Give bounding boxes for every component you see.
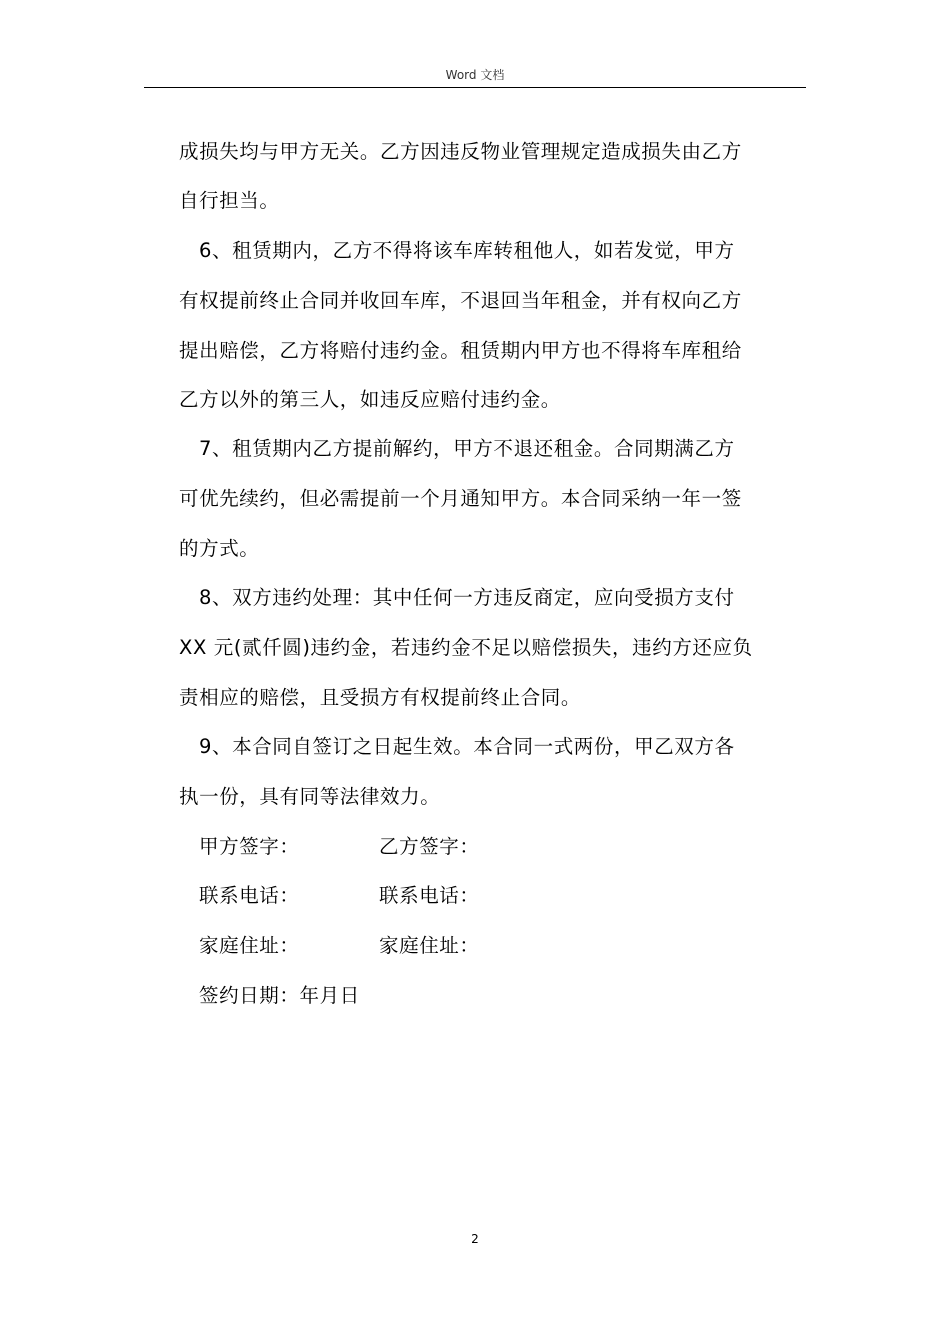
paragraph-line: 成损失均与甲方无关。乙方因违反物业管理规定造成损失由乙方 (179, 140, 742, 163)
party-a-phone-label: 联系电话： (199, 884, 300, 907)
paragraph-line: 9、本合同自签订之日起生效。本合同一式两份，甲乙双方各 (199, 735, 735, 758)
paragraph-line: 执一份，具有同等法律效力。 (179, 785, 441, 808)
header-divider (144, 87, 806, 88)
paragraph-line: 责相应的赔偿，且受损方有权提前终止合同。 (179, 686, 582, 709)
party-a-sign-label: 甲方签字： (199, 835, 300, 858)
paragraph-line: XX 元(贰仟圆)违约金，若违约金不足以赔偿损失，违约方还应负 (179, 636, 753, 659)
paragraph-line: 7、租赁期内乙方提前解约，甲方不退还租金。合同期满乙方 (199, 437, 735, 460)
paragraph-line: 的方式。 (179, 537, 260, 560)
sign-date-label: 签约日期：年月日 (199, 984, 360, 1007)
party-a-address-label: 家庭住址： (199, 934, 300, 957)
party-b-phone-label: 联系电话： (379, 884, 480, 907)
paragraph-line: 8、双方违约处理：其中任何一方违反商定，应向受损方支付 (199, 586, 735, 609)
phone-row (179, 883, 829, 909)
page-header: Word 文档 (445, 68, 505, 82)
page-number: 2 (471, 1232, 479, 1246)
paragraph-line: 提出赔偿，乙方将赔付违约金。租赁期内甲方也不得将车库租给 (179, 339, 742, 362)
paragraph-line: 6、租赁期内，乙方不得将该车库转租他人，如若发觉，甲方 (199, 239, 735, 262)
address-row (179, 933, 829, 959)
paragraph-line: 有权提前终止合同并收回车库，不退回当年租金，并有权向乙方 (179, 289, 742, 312)
signature-row (179, 834, 829, 860)
party-b-address-label: 家庭住址： (379, 934, 480, 957)
paragraph-line: 自行担当。 (179, 189, 280, 212)
paragraph-line: 可优先续约，但必需提前一个月通知甲方。本合同采纳一年一签 (179, 487, 742, 510)
paragraph-line: 乙方以外的第三人，如违反应赔付违约金。 (179, 388, 561, 411)
party-b-sign-label: 乙方签字： (379, 835, 480, 858)
